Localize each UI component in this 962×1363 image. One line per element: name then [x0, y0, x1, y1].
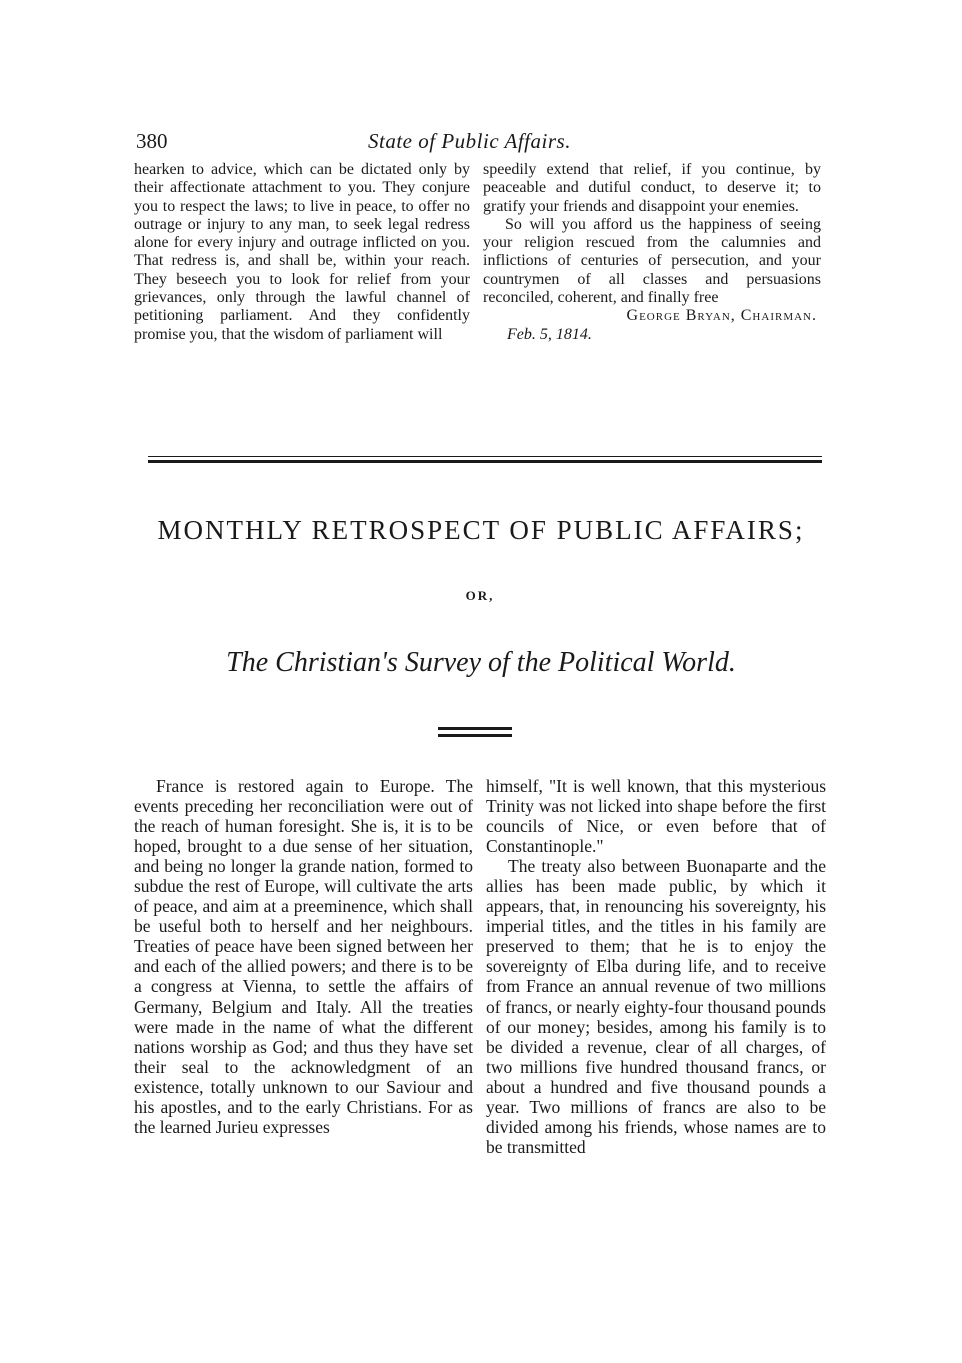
top-left-paragraph: hearken to advice, which can be dictated only by their affectionate attachment to you. They conjure you to respect the laws; to live in peace, to offer no outrage or injury to any man, to seek legal redress alone for every injury and outrage inflicted on you. That redress is, and shall be, within your reach. They beseech you to look for relief from your grievances, only through the lawful channel of petitioning parliament. And they confidently promise you, that the wisdom of parliament will [134, 161, 470, 343]
article-title: MONTHLY RETROSPECT OF PUBLIC AFFAIRS; [157, 515, 805, 545]
dateline: Feb. 5, 1814. [507, 325, 592, 343]
running-title: State of Public Affairs. [368, 129, 571, 153]
top-right-paragraph-1: speedily extend that relief, if you continue, by peaceable and dutiful conduct, to deserve it; to gratify your friends and disappoint your enemies. [483, 161, 821, 215]
body-right-paragraph-1: himself, "It is well known, that this mysterious Trinity was not licked into shape before the first councils of Nice, or even before that of Constantinople." [486, 776, 826, 857]
body-right-paragraph-2: The treaty also between Buonaparte and the allies has been made public, by which it appears, that, in renouncing his sovereignty, his imperial titles, and the titles in his family are preserved to them; that he is to enjoy the sovereignty of Elba during life, and to receive from France an annual revenue of two millions of francs, or nearly eighty-four thousand pounds of our money; besides, among his family is to be divided a revenue, clear of all charges, of two millions five hundred thousand francs, or about a hundred and five thousand pounds a year. Two millions of francs are also to be divided among his friends, whose names are to be transmitted [486, 856, 826, 1157]
body-left-column [134, 776, 473, 1137]
ornament-rule-top [438, 727, 512, 730]
top-left-column [134, 161, 470, 344]
section-rule-top [148, 456, 822, 457]
article-or: OR, [465, 588, 495, 603]
signature: George Bryan, Chairman. [626, 307, 817, 325]
body-left-paragraph: France is restored again to Europe. The events preceding her reconciliation were out of the reach of human foresight. She is, it is to be hoped, brought to a due sense of her situation, and being no longer la grande nation, formed to subdue the rest of Europe, will cultivate the arts of peace, and aim at a preeminence, which shall be useful both to herself and her neighbours. Treaties of peace have been signed between her and each of the allied powers; and there is to be a congress at Vienna, to settle the affairs of Germany, Belgium and Italy. All the treaties were made in the name of what the different nations worship as God; and thus they have set their seal to the acknowledgment of an existence, totally unknown to our Saviour and his apostles, and to the early Christians. For as the learned Jurieu expresses [134, 776, 473, 1137]
running-header [136, 127, 822, 155]
article-subtitle: The Christian's Survey of the Political World. [226, 647, 736, 678]
top-right-column [483, 161, 821, 344]
section-rule-bottom [148, 460, 822, 463]
body-right-column [486, 776, 826, 1157]
top-right-paragraph-2: So will you afford us the happiness of seeing your religion rescued from the calumnies and inflictions of centuries of persecution, and your countrymen of all classes and persuasions reconciled, coherent, and finally free [483, 215, 821, 307]
page-number: 380 [136, 129, 168, 153]
ornament-rule-bottom [438, 734, 512, 737]
